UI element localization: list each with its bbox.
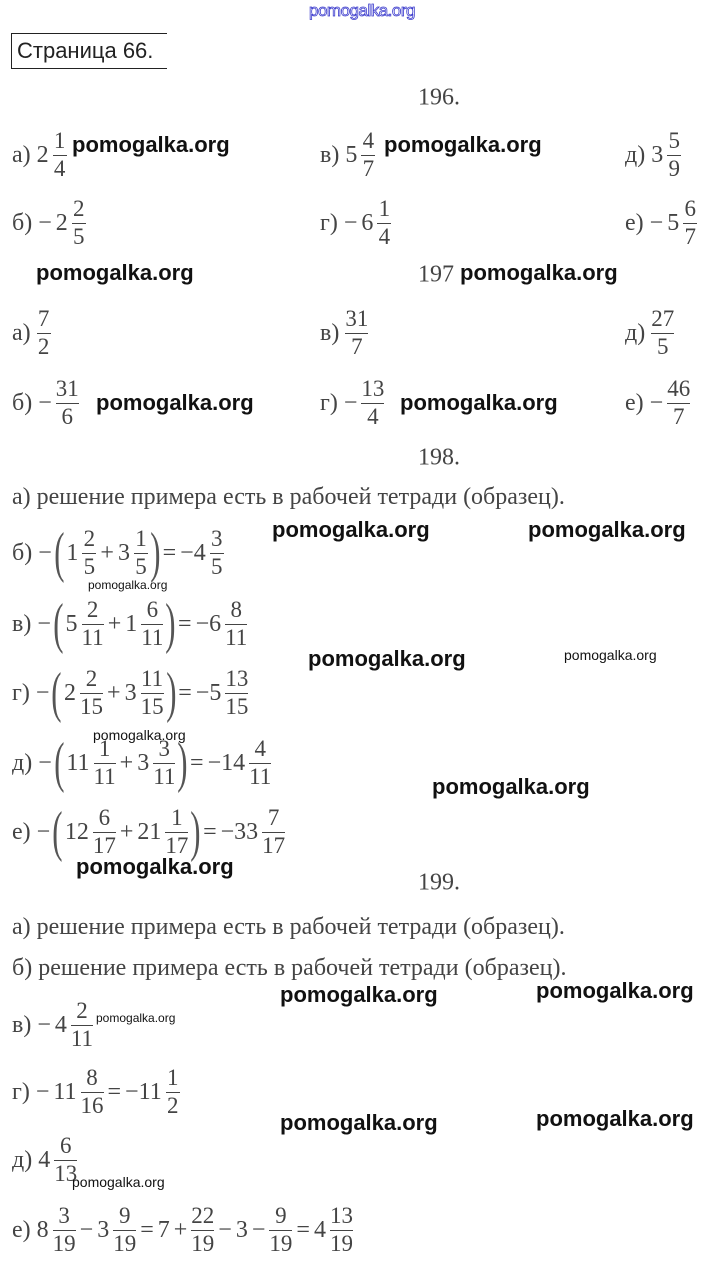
answer-row bbox=[625, 298, 676, 368]
answer-label: д) bbox=[625, 141, 646, 168]
parenthesis: ( bbox=[53, 732, 65, 794]
denominator: 19 bbox=[329, 1230, 353, 1256]
watermark: pomogalka.org bbox=[272, 517, 430, 542]
answer-row bbox=[12, 589, 249, 659]
watermark: pomogalka.org bbox=[460, 260, 618, 285]
denominator: 17 bbox=[165, 832, 189, 858]
answer-label: в) bbox=[320, 319, 340, 346]
answer-row bbox=[12, 298, 53, 368]
denominator: 2 bbox=[166, 1092, 179, 1118]
fraction bbox=[134, 527, 148, 578]
math-term: 3 bbox=[651, 141, 664, 168]
math-term: решение примера есть в рабочей тетради (образец). bbox=[38, 954, 567, 981]
answer-label: в) bbox=[12, 610, 32, 637]
denominator: 4 bbox=[53, 155, 66, 181]
parenthesis: ) bbox=[177, 732, 188, 794]
fraction bbox=[37, 307, 51, 358]
fraction bbox=[249, 737, 271, 788]
math-term: 1 bbox=[125, 610, 138, 637]
denominator: 19 bbox=[269, 1230, 293, 1256]
exercise-number: 199. bbox=[418, 869, 460, 896]
denominator: 5 bbox=[73, 223, 85, 249]
math-term: решение примера есть в рабочей тетради (образец). bbox=[36, 913, 565, 940]
numerator: 1 bbox=[378, 196, 391, 222]
math-term: 2 bbox=[36, 141, 49, 168]
fraction bbox=[667, 377, 690, 428]
exercise-number: 196. bbox=[418, 84, 460, 111]
answer-label: д) bbox=[12, 1146, 33, 1173]
numerator: 9 bbox=[118, 1203, 131, 1229]
answer-label: г) bbox=[320, 209, 338, 236]
numerator: 1 bbox=[135, 526, 147, 552]
math-term: − bbox=[36, 818, 51, 845]
fraction bbox=[153, 737, 175, 788]
numerator: 8 bbox=[230, 597, 242, 623]
denominator: 5 bbox=[135, 553, 147, 579]
numerator: 7 bbox=[37, 306, 50, 332]
fraction bbox=[82, 598, 104, 649]
fraction bbox=[94, 737, 116, 788]
denominator: 7 bbox=[684, 223, 696, 249]
parenthesis: ( bbox=[52, 801, 63, 863]
denominator: 5 bbox=[656, 333, 669, 359]
math-term: = bbox=[162, 539, 177, 566]
math-term: = bbox=[190, 749, 204, 776]
numerator: 4 bbox=[254, 736, 266, 762]
fraction bbox=[53, 129, 67, 180]
numerator: 2 bbox=[76, 998, 88, 1024]
denominator: 15 bbox=[225, 693, 249, 719]
denominator: 13 bbox=[54, 1160, 78, 1186]
math-term: + bbox=[173, 1216, 188, 1243]
numerator: 13 bbox=[361, 376, 385, 402]
math-term: − bbox=[343, 389, 358, 416]
math-term: + bbox=[107, 610, 122, 637]
answer-label: а) bbox=[12, 141, 31, 168]
watermark: pomogalka.org bbox=[432, 774, 590, 799]
fraction bbox=[225, 598, 247, 649]
answer-label: в) bbox=[12, 1011, 32, 1038]
math-term: решение примера есть в рабочей тетради (образец). bbox=[36, 483, 565, 510]
numerator: 5 bbox=[668, 128, 680, 154]
numerator: 1 bbox=[171, 805, 183, 831]
denominator: 11 bbox=[153, 763, 176, 789]
denominator: 19 bbox=[113, 1230, 137, 1256]
numerator: 31 bbox=[55, 376, 79, 402]
numerator: 31 bbox=[345, 306, 369, 332]
answer-row bbox=[320, 120, 377, 190]
denominator: 4 bbox=[367, 403, 379, 429]
denominator: 11 bbox=[81, 624, 104, 650]
numerator: 7 bbox=[267, 805, 280, 831]
answer-row bbox=[12, 188, 88, 258]
watermark: pomogalka.org bbox=[308, 646, 466, 671]
watermark: pomogalka.org bbox=[280, 982, 438, 1007]
denominator: 17 bbox=[92, 832, 116, 858]
watermark: pomogalka.org bbox=[564, 647, 657, 663]
fraction bbox=[93, 806, 116, 857]
denominator: 11 bbox=[141, 624, 164, 650]
math-term: − bbox=[649, 389, 664, 416]
fraction bbox=[361, 129, 375, 180]
watermark: pomogalka.org bbox=[72, 132, 230, 157]
fraction bbox=[71, 999, 93, 1050]
math-term: − bbox=[38, 389, 52, 416]
fraction bbox=[225, 667, 248, 718]
answer-label: б) bbox=[12, 209, 33, 236]
math-term: 1 bbox=[66, 539, 79, 566]
math-term: 2 bbox=[55, 209, 68, 236]
denominator: 17 bbox=[262, 832, 286, 858]
answer-label: г) bbox=[12, 679, 30, 706]
denominator: 11 bbox=[249, 763, 272, 789]
math-term: 7 bbox=[157, 1216, 170, 1243]
numerator: 11 bbox=[141, 666, 164, 692]
math-term: = bbox=[203, 818, 217, 845]
fraction bbox=[82, 527, 96, 578]
math-term: − bbox=[218, 1216, 232, 1243]
answer-label: д) bbox=[12, 749, 33, 776]
parenthesis: ) bbox=[150, 522, 161, 584]
math-term: −11 bbox=[125, 1078, 162, 1105]
fraction bbox=[141, 598, 163, 649]
answer-label: е) bbox=[625, 209, 644, 236]
math-term: − bbox=[251, 1216, 266, 1243]
answer-label: а) bbox=[12, 319, 31, 346]
math-term: 5 bbox=[345, 141, 358, 168]
answer-row bbox=[625, 120, 683, 190]
answer-label: г) bbox=[12, 1078, 30, 1105]
fraction bbox=[191, 1204, 214, 1255]
watermark: pomogalka.org bbox=[96, 1011, 176, 1025]
watermark: pomogalka.org bbox=[93, 727, 186, 743]
site-banner[interactable]: pomogalka.org bbox=[309, 1, 415, 20]
math-term: − bbox=[38, 209, 52, 236]
answer-row bbox=[625, 368, 692, 438]
fraction bbox=[210, 527, 224, 578]
answer-row bbox=[12, 1195, 355, 1265]
denominator: 9 bbox=[668, 155, 680, 181]
math-term: − bbox=[37, 1011, 51, 1038]
math-term: − bbox=[35, 679, 50, 706]
watermark: pomogalka.org bbox=[400, 390, 558, 415]
math-term: −14 bbox=[207, 749, 246, 776]
parenthesis: ) bbox=[190, 801, 201, 863]
numerator: 13 bbox=[225, 666, 249, 692]
watermark: pomogalka.org bbox=[536, 1106, 694, 1131]
answer-label: е) bbox=[12, 818, 31, 845]
math-term: 3 bbox=[97, 1216, 110, 1243]
math-term: 11 bbox=[53, 1078, 77, 1105]
math-term: = bbox=[140, 1216, 154, 1243]
fraction bbox=[56, 377, 79, 428]
math-term: 8 bbox=[36, 1216, 49, 1243]
math-term: −33 bbox=[220, 818, 259, 845]
numerator: 27 bbox=[651, 306, 675, 332]
fraction bbox=[113, 1204, 136, 1255]
watermark: pomogalka.org bbox=[36, 260, 194, 285]
math-term: 6 bbox=[361, 209, 374, 236]
watermark: pomogalka.org bbox=[72, 1174, 165, 1190]
fraction bbox=[345, 307, 368, 358]
denominator: 5 bbox=[210, 553, 223, 579]
fraction bbox=[165, 806, 188, 857]
math-term: −6 bbox=[195, 610, 222, 637]
answer-row bbox=[12, 1057, 182, 1127]
math-term: 5 bbox=[65, 610, 78, 637]
numerator: 2 bbox=[83, 526, 96, 552]
numerator: 6 bbox=[59, 1133, 72, 1159]
fraction bbox=[651, 307, 674, 358]
answer-label: б) bbox=[12, 389, 33, 416]
numerator: 1 bbox=[98, 736, 111, 762]
math-term: − bbox=[37, 610, 51, 637]
answer-row bbox=[625, 188, 699, 258]
math-term: + bbox=[119, 749, 134, 776]
numerator: 6 bbox=[684, 196, 696, 222]
numerator: 46 bbox=[667, 376, 691, 402]
fraction bbox=[141, 667, 164, 718]
answer-row bbox=[12, 368, 81, 438]
math-term: − bbox=[343, 209, 358, 236]
answer-label: б) bbox=[12, 539, 33, 566]
math-term: 4 bbox=[54, 1011, 67, 1038]
exercise-number: 197 bbox=[418, 261, 454, 288]
watermark: pomogalka.org bbox=[536, 978, 694, 1003]
denominator: 7 bbox=[672, 403, 685, 429]
answer-row bbox=[12, 990, 95, 1060]
watermark: pomogalka.org bbox=[76, 854, 234, 879]
denominator: 19 bbox=[52, 1230, 76, 1256]
math-term: 3 bbox=[117, 539, 130, 566]
math-term: 5 bbox=[667, 209, 680, 236]
math-term: 4 bbox=[38, 1146, 51, 1173]
answer-label: в) bbox=[320, 141, 340, 168]
fraction bbox=[361, 377, 384, 428]
math-term: = bbox=[107, 1078, 122, 1105]
answer-label: д) bbox=[625, 319, 646, 346]
fraction bbox=[81, 1066, 104, 1117]
answer-row bbox=[12, 1125, 79, 1195]
numerator: 3 bbox=[58, 1203, 70, 1229]
parenthesis: ( bbox=[51, 662, 62, 724]
denominator: 7 bbox=[362, 155, 375, 181]
numerator: 22 bbox=[191, 1203, 215, 1229]
fraction bbox=[683, 197, 697, 248]
answer-label: б) bbox=[12, 954, 33, 981]
denominator: 11 bbox=[70, 1025, 94, 1051]
denominator: 7 bbox=[351, 333, 363, 359]
parenthesis: ( bbox=[53, 593, 64, 655]
math-term: + bbox=[119, 818, 134, 845]
parenthesis: ) bbox=[165, 593, 176, 655]
math-term: = bbox=[178, 679, 192, 706]
answer-label: а) bbox=[12, 483, 31, 510]
exercise-number: 198. bbox=[418, 444, 460, 471]
page-title: Страница 66. bbox=[17, 38, 154, 63]
math-term: − bbox=[79, 1216, 94, 1243]
watermark: pomogalka.org bbox=[528, 517, 686, 542]
answer-row bbox=[320, 188, 393, 258]
denominator: 5 bbox=[83, 553, 96, 579]
watermark: pomogalka.org bbox=[384, 132, 542, 157]
numerator: 1 bbox=[166, 1065, 179, 1091]
math-term: − bbox=[649, 209, 664, 236]
fraction bbox=[53, 1204, 76, 1255]
numerator: 3 bbox=[158, 736, 171, 762]
math-term: = bbox=[178, 610, 192, 637]
math-term: − bbox=[38, 749, 52, 776]
fraction bbox=[667, 129, 681, 180]
math-term: 11 bbox=[66, 749, 90, 776]
answer-row bbox=[320, 368, 386, 438]
numerator: 3 bbox=[210, 526, 223, 552]
numerator: 6 bbox=[98, 805, 111, 831]
math-term: 3 bbox=[235, 1216, 248, 1243]
math-term: − bbox=[35, 1078, 50, 1105]
answer-row bbox=[12, 120, 69, 190]
math-term: 3 bbox=[137, 749, 150, 776]
math-term: + bbox=[100, 539, 114, 566]
math-term: − bbox=[38, 539, 52, 566]
math-term: = bbox=[296, 1216, 310, 1243]
watermark: pomogalka.org bbox=[88, 578, 168, 592]
denominator: 2 bbox=[37, 333, 50, 359]
answer-label: е) bbox=[12, 1216, 31, 1243]
math-term: 12 bbox=[64, 818, 89, 845]
numerator: 6 bbox=[146, 597, 159, 623]
numerator: 13 bbox=[329, 1203, 353, 1229]
denominator: 4 bbox=[378, 223, 391, 249]
answer-label: е) bbox=[625, 389, 644, 416]
denominator: 15 bbox=[140, 693, 164, 719]
numerator: 2 bbox=[85, 666, 98, 692]
math-term: −4 bbox=[180, 539, 206, 566]
answer-label: а) bbox=[12, 913, 31, 940]
fraction bbox=[72, 197, 86, 248]
math-term: 21 bbox=[137, 818, 162, 845]
fraction bbox=[262, 806, 285, 857]
math-term: 4 bbox=[313, 1216, 326, 1243]
denominator: 11 bbox=[225, 624, 248, 650]
numerator: 8 bbox=[86, 1065, 98, 1091]
fraction bbox=[330, 1204, 353, 1255]
denominator: 6 bbox=[61, 403, 73, 429]
numerator: 2 bbox=[73, 196, 85, 222]
parenthesis: ( bbox=[53, 522, 65, 584]
denominator: 16 bbox=[80, 1092, 104, 1118]
denominator: 19 bbox=[191, 1230, 215, 1256]
watermark: pomogalka.org bbox=[280, 1110, 438, 1135]
answer-label: г) bbox=[320, 389, 338, 416]
watermark: pomogalka.org bbox=[96, 390, 254, 415]
answer-row bbox=[320, 298, 370, 368]
math-term: + bbox=[107, 679, 121, 706]
fraction bbox=[80, 667, 103, 718]
fraction bbox=[377, 197, 391, 248]
numerator: 1 bbox=[53, 128, 66, 154]
math-term: −5 bbox=[195, 679, 222, 706]
parenthesis: ) bbox=[165, 662, 177, 724]
denominator: 15 bbox=[80, 693, 104, 719]
fraction bbox=[269, 1204, 292, 1255]
numerator: 2 bbox=[86, 597, 99, 623]
numerator: 4 bbox=[362, 128, 375, 154]
numerator: 9 bbox=[275, 1203, 287, 1229]
math-term: 3 bbox=[124, 679, 137, 706]
fraction bbox=[166, 1066, 180, 1117]
answer-row bbox=[12, 658, 250, 728]
denominator: 11 bbox=[93, 763, 116, 789]
math-term: 2 bbox=[64, 679, 77, 706]
